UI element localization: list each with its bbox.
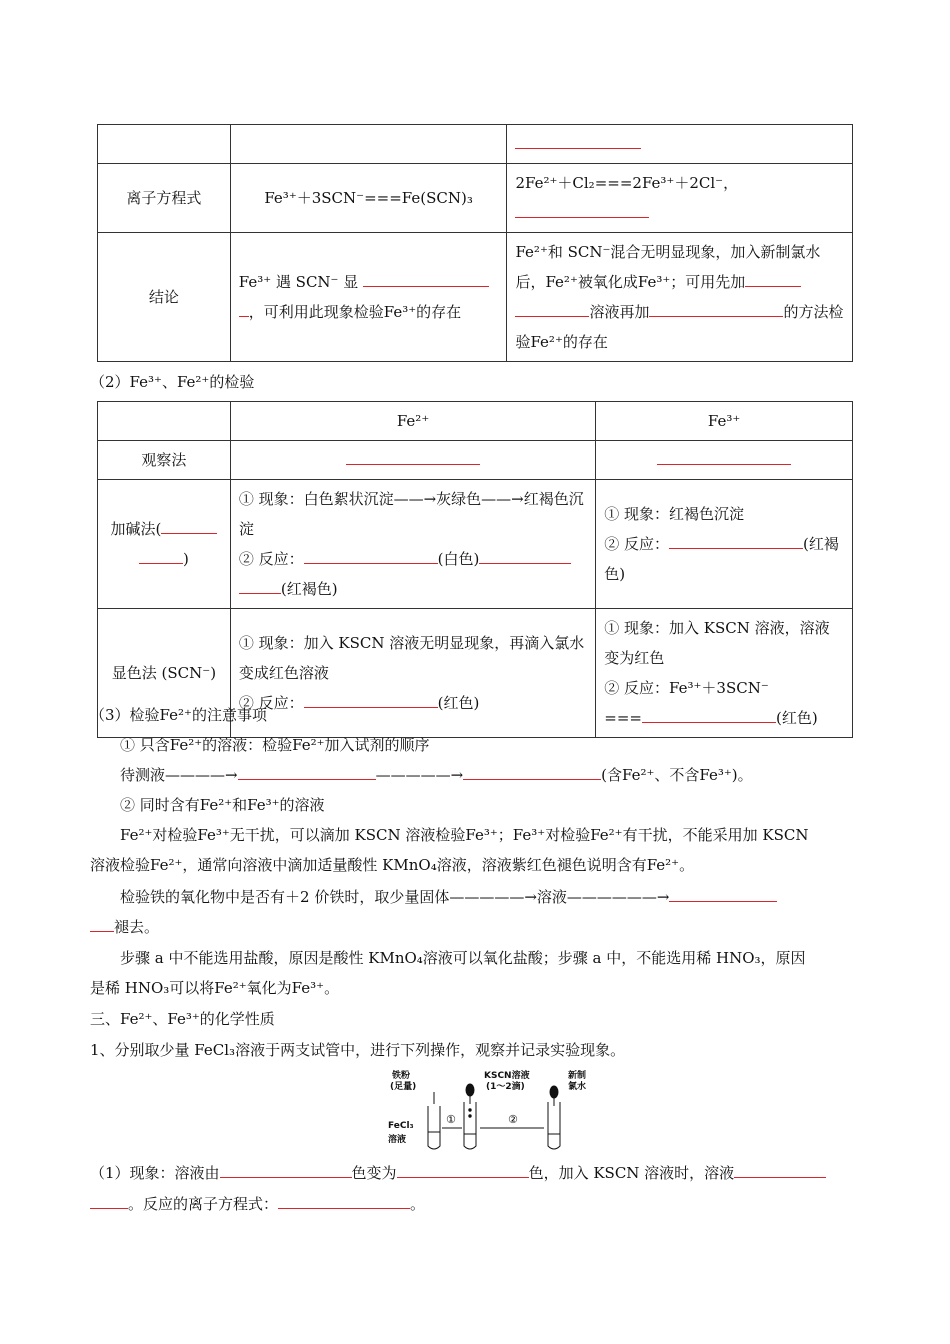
conclusion-right: [507, 233, 853, 362]
chlorine-label-2: 氯水: [568, 1082, 587, 1092]
conclusion-right-a: Fe²⁺和 SCN⁻混合无明显现象，加入新制氯水后，Fe²⁺被氧化成Fe³⁺；可用先加: [515, 243, 821, 291]
ionic-eq-left: Fe³⁺＋3SCN⁻===Fe(SCN)₃: [230, 164, 507, 233]
fecl3-label: FeCl₃: [388, 1121, 414, 1131]
step-1-label: ①: [446, 1113, 456, 1126]
observe-fe2: [230, 441, 595, 480]
detection-table: [97, 401, 853, 738]
conclusion-right-c: 的方法检验Fe²⁺的存在: [515, 303, 844, 351]
answer-blank[interactable]: [304, 545, 438, 564]
empty-cell: [98, 402, 231, 441]
ionic-eq-label: 离子方程式: [98, 164, 231, 233]
alkali-fe2-redbrown: (红褐色): [280, 580, 338, 598]
color-fe2-reaction-label: ② 反应：: [238, 694, 304, 712]
answer-blank[interactable]: [479, 545, 571, 564]
answer-blank[interactable]: [515, 199, 649, 218]
text: (含Fe²⁺、不含Fe³⁺)。: [601, 766, 753, 784]
empty-cell: [98, 125, 231, 164]
alkali-fe2: [230, 480, 595, 609]
paragraph: 步骤 a 中不能选用盐酸，原因是酸性 KMnO₄溶液可以氧化盐酸；步骤 a 中，不能选用稀 HNO₃，原因: [120, 949, 806, 967]
color-label: 显色法 (SCN⁻): [98, 609, 231, 738]
section-2-title: （2）Fe³⁺、Fe²⁺的检验: [90, 373, 255, 391]
conclusion-left-b: ，可利用此现象检验Fe³⁺的存在: [248, 303, 462, 321]
text: 。: [410, 1195, 426, 1213]
text: —————→: [375, 766, 464, 784]
color-fe3-equals: ===: [604, 709, 642, 727]
iron-label-2: (足量): [390, 1082, 417, 1092]
alkali-fe2-phenomenon: ① 现象：白色絮状沉淀——→灰绿色——→红褐色沉淀: [238, 490, 584, 538]
paragraph: [90, 1189, 865, 1219]
answer-blank[interactable]: [669, 530, 803, 549]
chlorine-label: 新制: [568, 1071, 587, 1081]
iron-label: 铁粉: [392, 1071, 411, 1081]
answer-blank[interactable]: [515, 298, 589, 317]
ionic-eq-right-cell: [507, 164, 853, 233]
text: 待测液————→: [120, 766, 238, 784]
answer-blank[interactable]: [90, 913, 114, 932]
answer-blank[interactable]: [238, 761, 376, 780]
alkali-fe3-redbrown: (红褐色): [604, 535, 839, 583]
answer-blank[interactable]: [239, 575, 281, 594]
paragraph: 是稀 HNO₃可以将Fe²⁺氧化为Fe³⁺。: [90, 979, 340, 997]
answer-blank[interactable]: [139, 545, 183, 564]
reaction-table: [97, 124, 853, 362]
step-2-label: ②: [508, 1113, 518, 1126]
header-fe2: Fe²⁺: [230, 402, 595, 441]
alkali-fe3-reaction-label: ② 反应：: [604, 535, 670, 553]
paragraph: ② 同时含有Fe²⁺和Fe³⁺的溶液: [120, 796, 325, 814]
answer-blank[interactable]: [734, 1159, 826, 1178]
alkali-fe2-white: (白色): [437, 550, 480, 568]
color-fe2-red: (红色): [437, 694, 480, 712]
text: 褪去。: [114, 918, 160, 936]
test-tube-diagram: [388, 1066, 608, 1154]
color-fe3-reaction: ② 反应：Fe³⁺＋3SCN⁻: [604, 679, 769, 697]
conclusion-left: [230, 233, 507, 362]
conclusion-left-a: Fe³⁺ 遇 SCN⁻ 显: [238, 273, 359, 291]
paragraph: ① 只含Fe²⁺的溶液：检验Fe²⁺加入试剂的顺序: [120, 736, 430, 754]
color-fe3-phenomenon: ① 现象：加入 KSCN 溶液，溶液变为红色: [604, 619, 830, 667]
paragraph: [90, 760, 865, 790]
answer-blank[interactable]: [220, 1159, 352, 1178]
conclusion-label: 结论: [98, 233, 231, 362]
header-fe3: Fe³⁺: [596, 402, 853, 441]
alkali-label: [98, 480, 231, 609]
answer-blank[interactable]: [745, 268, 801, 287]
alkali-label-a: 加碱法(: [110, 520, 162, 538]
conclusion-right-b: 溶液再加: [589, 303, 650, 321]
empty-cell: [230, 125, 507, 164]
answer-blank[interactable]: [515, 130, 641, 149]
answer-blank[interactable]: [161, 515, 217, 534]
blank-cell: [507, 125, 853, 164]
answer-blank[interactable]: [657, 446, 791, 465]
color-fe3-red: (红色): [775, 709, 818, 727]
kscn-label-2: (1～2滴): [486, 1082, 525, 1092]
fecl3-label-2: 溶液: [388, 1135, 407, 1145]
observe-fe3: [596, 441, 853, 480]
alkali-fe3-phenomenon: ① 现象：红褐色沉淀: [604, 505, 745, 523]
kscn-label: KSCN溶液: [484, 1071, 530, 1081]
paragraph: [90, 882, 865, 912]
text: 检验铁的氧化物中是否有＋2 价铁时，取少量固体—————→溶液——————→: [120, 888, 670, 906]
answer-blank[interactable]: [363, 268, 489, 287]
answer-blank[interactable]: [397, 1159, 529, 1178]
section-heading: 三、Fe²⁺、Fe³⁺的化学性质: [90, 1010, 275, 1028]
text: 色变为: [351, 1164, 397, 1182]
answer-blank[interactable]: [90, 1190, 128, 1209]
observe-label: 观察法: [98, 441, 231, 480]
answer-blank[interactable]: [239, 298, 249, 317]
paragraph: [90, 1158, 865, 1188]
text: 色，加入 KSCN 溶液时，溶液: [528, 1164, 735, 1182]
alkali-label-b: ): [182, 550, 189, 568]
paragraph: 溶液检验Fe²⁺，通常向溶液中滴加适量酸性 KMnO₄溶液，溶液紫红色褪色说明含有Fe²⁺。: [90, 856, 695, 874]
answer-blank[interactable]: [669, 883, 777, 902]
paragraph: Fe²⁺对检验Fe³⁺无干扰，可以滴加 KSCN 溶液检验Fe³⁺；Fe³⁺对检验Fe²⁺有干扰，不能采用加 KSCN: [120, 826, 809, 844]
color-fe2-phenomenon: ① 现象：加入 KSCN 溶液无明显现象，再滴入氯水变成红色溶液: [238, 634, 585, 682]
answer-blank[interactable]: [463, 761, 601, 780]
alkali-fe2-reaction-label: ② 反应：: [238, 550, 304, 568]
answer-blank[interactable]: [346, 446, 480, 465]
answer-blank[interactable]: [649, 298, 783, 317]
text: （1）现象：溶液由: [90, 1164, 220, 1182]
alkali-fe3: [596, 480, 853, 609]
paragraph: [90, 912, 865, 942]
paragraph: 1、分别取少量 FeCl₃溶液于两支试管中，进行下列操作，观察并记录实验现象。: [90, 1041, 626, 1059]
section-3-title: （3）检验Fe²⁺的注意事项: [90, 706, 267, 724]
text: 。反应的离子方程式：: [128, 1195, 279, 1213]
answer-blank[interactable]: [278, 1190, 410, 1209]
ionic-eq-right: 2Fe²⁺＋Cl₂===2Fe³⁺＋2Cl⁻，: [515, 174, 739, 192]
